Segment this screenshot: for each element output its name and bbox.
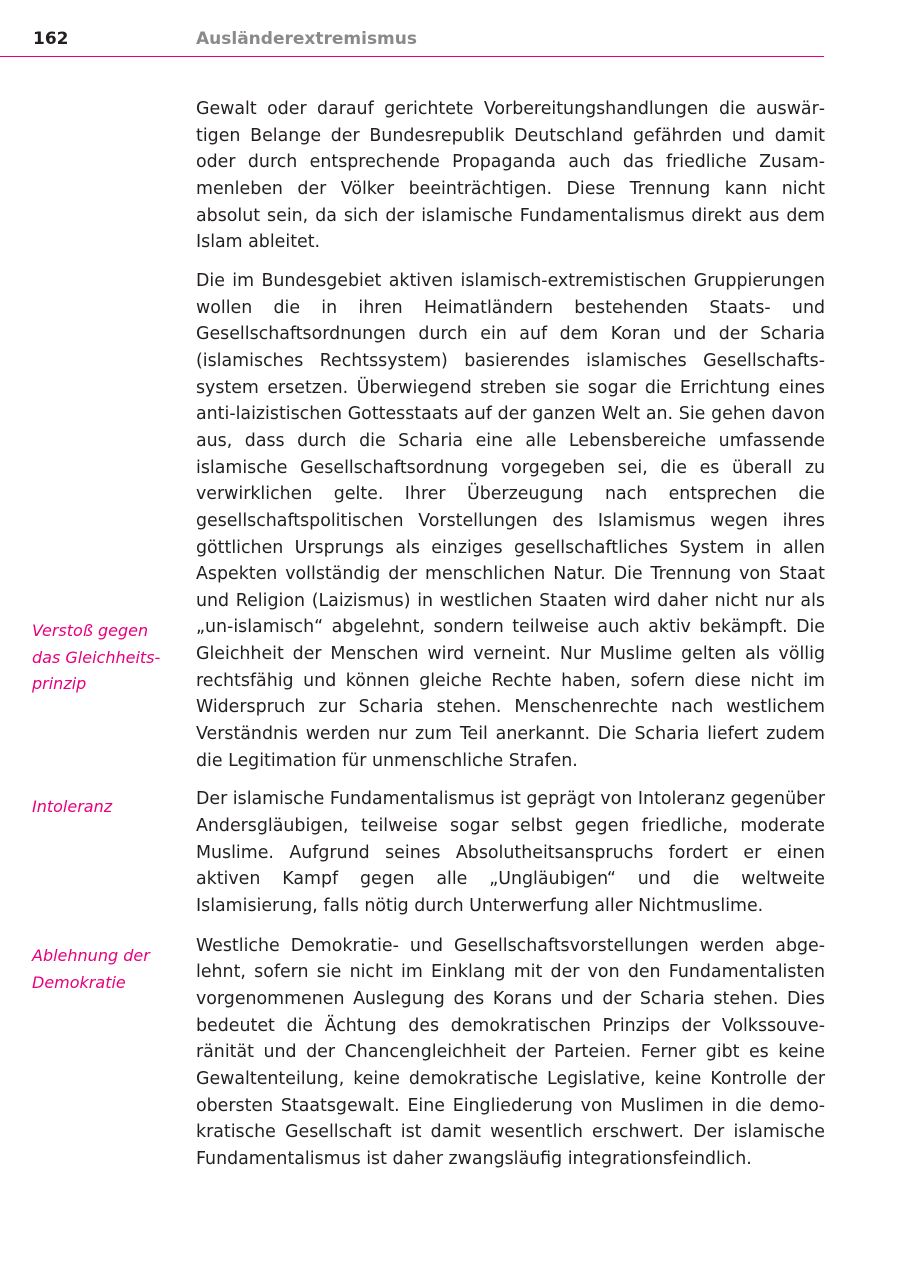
paragraph: Der islamische Fundamentalismus ist geprägt von Intoleranz gegenüber Andersgläubigen, teilweise sogar selbst gegen friedliche, moderate Muslime. Aufgrund seines Absolutheitsanspruchs fordert er einen aktiven Kampf gegen alle „Ungläubigen“ und die weltweite Islamisierung, falls nötig durch Unterwerfung aller Nichtmuslime. (196, 789, 825, 917)
margin-note-gleichheitsprinzip: Verstoß gegen das Gleichheits- prinzip (32, 621, 161, 693)
body-text (196, 96, 825, 1185)
paragraph: Westliche Demokratie- und Gesellschaftsvorstellungen werden abgelehnt, sofern sie nicht im Einklang mit der von den Fundamentalisten vorgenommenen Auslegung des Korans und der Scharia stehen. Dies bedeutet die Ächtung des demokratischen Prinzips der Volkssouveränität und der Chancengleichheit der Parteien. Ferner gibt es keine Gewaltenteilung, keine demokratische Legislative, keine Kontrolle der obersten Staatsgewalt. Eine Eingliederung von Muslimen in die demokratische Gesellschaft ist damit wesentlich erschwert. Der islamische Fundamentalismus ist daher zwangsläufig integrationsfeindlich. (196, 935, 825, 1169)
running-title: Ausländerextremismus (196, 29, 417, 49)
header-rule (0, 56, 824, 57)
paragraph: Die im Bundesgebiet aktiven islamisch-extremistischen Gruppierungen wollen die in ihren Heimatländern bestehenden Staats- und Gesellschaftsordnungen durch ein auf dem Koran und der Scharia (islamisches Rechtssystem) basierendes islamisches Gesellschaftssystem ersetzen. Überwiegend streben sie sogar die Errichtung eines anti-laizistischen Gottesstaats auf der ganzen Welt an. Sie gehen davon aus, dass durch die Scharia eine alle Lebensbereiche umfassende islamische Gesellschaftsordnung vorgegeben sei, die es überall zu verwirklichen gelte. Ihrer Überzeugung nach entsprechen die gesellschaftspolitischen Vorstellungen des Islamismus wegen ihres göttlichen Ursprungs als einziges gesellschaftliches System in allen Aspekten vollständig der menschlichen Natur. Die Trennung von Staat und Religion (Laizismus) in westlichen Staaten wird daher nicht nur als „un-islamisch“ abgelehnt, sondern teilweise auch aktiv bekämpft. Die Gleichheit der Menschen wird verneint. Nur Muslime gelten als völlig rechtsfähig und können gleiche Rechte haben, sofern diese nicht im Widerspruch zur Scharia stehen. Menschenrechte nach westlichem Verständnis werden nur zum Teil anerkannt. Die Scharia liefert zudem die Legitimation für unmenschliche Strafen. (196, 270, 825, 771)
paragraph: Gewalt oder darauf gerichtete Vorbereitungshandlungen die auswärtigen Belange der Bundesrepublik Deutschland gefährden und damit oder durch entsprechende Propaganda auch das friedliche Zusammenleben der Völker beeinträchtigen. Diese Trennung kann nicht absolut sein, da sich der islamische Fundamentalismus direkt aus dem Islam ableitet. (196, 99, 825, 253)
margin-note-intoleranz: Intoleranz (32, 797, 113, 816)
margin-note-demokratie: Ablehnung der Demokratie (32, 946, 150, 992)
page-number: 162 (33, 29, 69, 49)
